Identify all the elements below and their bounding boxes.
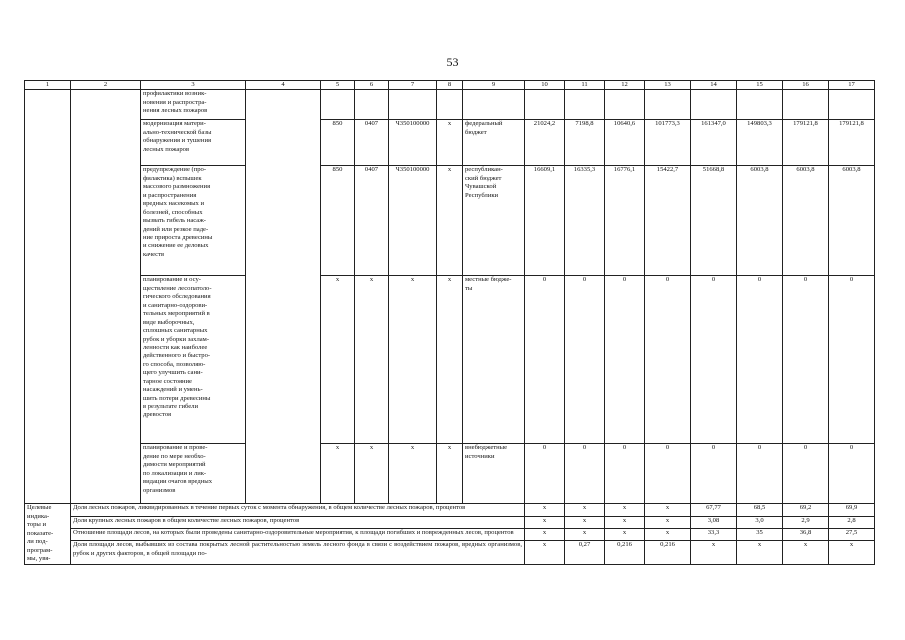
value-cell <box>565 90 605 120</box>
value-cell: 6003,8 <box>737 166 783 276</box>
value-cell: 0 <box>691 276 737 444</box>
value-cell: 0 <box>525 276 565 444</box>
empty-cell <box>246 90 321 504</box>
value-cell: 0 <box>565 276 605 444</box>
column-number-cell: 7 <box>389 81 437 90</box>
indicator-value: x <box>645 516 691 528</box>
indicator-value: 0,27 <box>565 541 605 564</box>
code-cell: x <box>437 120 463 166</box>
indicator-value: x <box>525 504 565 516</box>
value-cell: 16609,1 <box>525 166 565 276</box>
column-number-cell: 4 <box>246 81 321 90</box>
value-cell: 15422,7 <box>645 166 691 276</box>
value-cell: 6003,8 <box>829 166 875 276</box>
indicator-value: 33,3 <box>691 528 737 540</box>
indicator-value: 68,5 <box>737 504 783 516</box>
code-cell: x <box>355 444 389 504</box>
indicator-text: Доля крупных лесных пожаров в общем количестве лесных пожаров, процентов <box>71 516 525 528</box>
activity-row <box>25 90 875 120</box>
indicator-value: x <box>783 541 829 564</box>
indicator-value: 69,9 <box>829 504 875 516</box>
indicator-value: 2,9 <box>783 516 829 528</box>
code-cell: x <box>437 276 463 444</box>
value-cell: 0 <box>829 276 875 444</box>
column-number-cell: 2 <box>71 81 141 90</box>
column-number-cell: 14 <box>691 81 737 90</box>
activity-text: профилактики возник- новения и распростра- нения лесных пожаров <box>141 90 246 120</box>
page-number: 53 <box>446 55 459 69</box>
value-cell: 16776,1 <box>605 166 645 276</box>
indicator-row <box>25 528 875 540</box>
value-cell <box>737 90 783 120</box>
value-cell: 161347,0 <box>691 120 737 166</box>
indicator-value: x <box>565 516 605 528</box>
value-cell: 6003,8 <box>783 166 829 276</box>
value-cell <box>783 90 829 120</box>
activity-row <box>25 444 875 504</box>
value-cell: 0 <box>783 276 829 444</box>
column-number-cell: 8 <box>437 81 463 90</box>
value-cell <box>829 90 875 120</box>
code-cell: Ч350100000 <box>389 166 437 276</box>
indicator-value: x <box>645 528 691 540</box>
value-cell: 0 <box>829 444 875 504</box>
column-number-cell: 9 <box>463 81 525 90</box>
indicators-label: Целевые индика- торы и показате- ли под- програм- мы, увя- <box>25 504 71 564</box>
indicator-value: 3,0 <box>737 516 783 528</box>
funding-source: республикан- ский бюджет Чувашской Республики <box>463 166 525 276</box>
column-number-cell: 15 <box>737 81 783 90</box>
indicator-value: x <box>565 528 605 540</box>
value-cell: 149803,3 <box>737 120 783 166</box>
code-cell: Ч350100000 <box>389 120 437 166</box>
activity-row <box>25 276 875 444</box>
code-cell: 0407 <box>355 120 389 166</box>
indicator-value: 3,08 <box>691 516 737 528</box>
indicator-value: x <box>605 516 645 528</box>
indicator-value: x <box>829 541 875 564</box>
indicator-value: 0,216 <box>605 541 645 564</box>
subprogram-table <box>24 80 875 565</box>
value-cell: 0 <box>645 444 691 504</box>
column-number-cell: 11 <box>565 81 605 90</box>
value-cell: 0 <box>737 276 783 444</box>
empty-cell <box>25 90 71 504</box>
column-number-cell: 13 <box>645 81 691 90</box>
indicator-value: 27,5 <box>829 528 875 540</box>
indicator-value: x <box>565 504 605 516</box>
indicator-value: 2,8 <box>829 516 875 528</box>
code-cell: 850 <box>321 166 355 276</box>
activity-text: предупреждение (про- филактика) вспышек массового размножения и распространения вредных насекомых и болезней, способных вызвать гибель насаж- дений или резкое паде- ние прироста древесины и снижение ее деловых качеств <box>141 166 246 276</box>
indicator-text: Доля лесных пожаров, ликвидированных в течение первых суток с момента обнаружения, в общем количестве лесных пожаров, процентов <box>71 504 525 516</box>
activity-text: модернизация матери- ально-технической базы обнаружения и тушения лесных пожаров <box>141 120 246 166</box>
activity-text: планирование и прове- дение по мере необхо- димости мероприятий по локализации и лик- видации очагов вредных организмов <box>141 444 246 504</box>
indicator-value: x <box>525 541 565 564</box>
code-cell <box>437 90 463 120</box>
code-cell: x <box>389 276 437 444</box>
value-cell: 16335,3 <box>565 166 605 276</box>
indicator-value: 67,77 <box>691 504 737 516</box>
code-cell <box>355 90 389 120</box>
indicator-value: x <box>691 541 737 564</box>
indicator-value: 36,8 <box>783 528 829 540</box>
code-cell: 0407 <box>355 166 389 276</box>
value-cell <box>645 90 691 120</box>
indicator-value: x <box>525 528 565 540</box>
empty-cell <box>71 90 141 504</box>
indicator-row <box>25 541 875 564</box>
indicator-value: x <box>605 528 645 540</box>
indicator-value: x <box>605 504 645 516</box>
activity-row <box>25 166 875 276</box>
value-cell: 0 <box>645 276 691 444</box>
code-cell <box>321 90 355 120</box>
value-cell <box>605 90 645 120</box>
value-cell: 0 <box>565 444 605 504</box>
code-cell: x <box>389 444 437 504</box>
value-cell: 101773,3 <box>645 120 691 166</box>
column-number-cell: 6 <box>355 81 389 90</box>
value-cell: 0 <box>737 444 783 504</box>
code-cell <box>389 90 437 120</box>
activity-row <box>25 120 875 166</box>
value-cell: 21024,2 <box>525 120 565 166</box>
value-cell: 10640,6 <box>605 120 645 166</box>
value-cell: 0 <box>783 444 829 504</box>
column-number-cell: 10 <box>525 81 565 90</box>
value-cell: 179121,8 <box>783 120 829 166</box>
column-number-cell: 17 <box>829 81 875 90</box>
value-cell: 0 <box>605 444 645 504</box>
indicator-value: x <box>737 541 783 564</box>
funding-source: внебюджетные источники <box>463 444 525 504</box>
funding-source: федеральный бюджет <box>463 120 525 166</box>
column-number-cell: 16 <box>783 81 829 90</box>
code-cell: x <box>437 444 463 504</box>
code-cell: x <box>321 276 355 444</box>
value-cell: 179121,8 <box>829 120 875 166</box>
funding-source <box>463 90 525 120</box>
value-cell: 0 <box>691 444 737 504</box>
activity-text: планирование и осу- ществление лесопатоло- гического обследования и санитарно-оздорови- тельных мероприятий в виде выборочных, сплошных санитарных рубок и уборки захлам- ленности как наиболее действенного и быстро- го способа, позволяю- щего улучшить сани- тарное состояние насаждений и умень- шить потери древесины в результате гибели древостоя <box>141 276 246 444</box>
value-cell: 0 <box>605 276 645 444</box>
indicator-value: 69,2 <box>783 504 829 516</box>
value-cell: 0 <box>525 444 565 504</box>
indicator-value: 35 <box>737 528 783 540</box>
column-number-cell: 3 <box>141 81 246 90</box>
funding-source: местные бюдже- ты <box>463 276 525 444</box>
value-cell <box>691 90 737 120</box>
value-cell: 51668,8 <box>691 166 737 276</box>
column-number-cell: 5 <box>321 81 355 90</box>
indicator-row <box>25 504 875 516</box>
code-cell: x <box>321 444 355 504</box>
column-number-cell: 1 <box>25 81 71 90</box>
code-cell: x <box>355 276 389 444</box>
indicator-value: x <box>525 516 565 528</box>
indicator-row <box>25 516 875 528</box>
indicator-value: x <box>645 504 691 516</box>
column-number-cell: 12 <box>605 81 645 90</box>
code-cell: 850 <box>321 120 355 166</box>
code-cell: x <box>437 166 463 276</box>
value-cell: 7198,8 <box>565 120 605 166</box>
indicator-text: Доля площади лесов, выбывших из состава покрытых лесной растительностью земель лесного фонда в связи с воздействием пожаров, вредных организмов, рубок и других факторов, в общей площади по- <box>71 541 525 564</box>
column-number-row <box>25 81 875 90</box>
indicator-text: Отношение площади лесов, на которых были проведены санитарно-оздоровительные мероприятия, к площади погибших и поврежденных лесов, процентов <box>71 528 525 540</box>
indicator-value: 0,216 <box>645 541 691 564</box>
value-cell <box>525 90 565 120</box>
